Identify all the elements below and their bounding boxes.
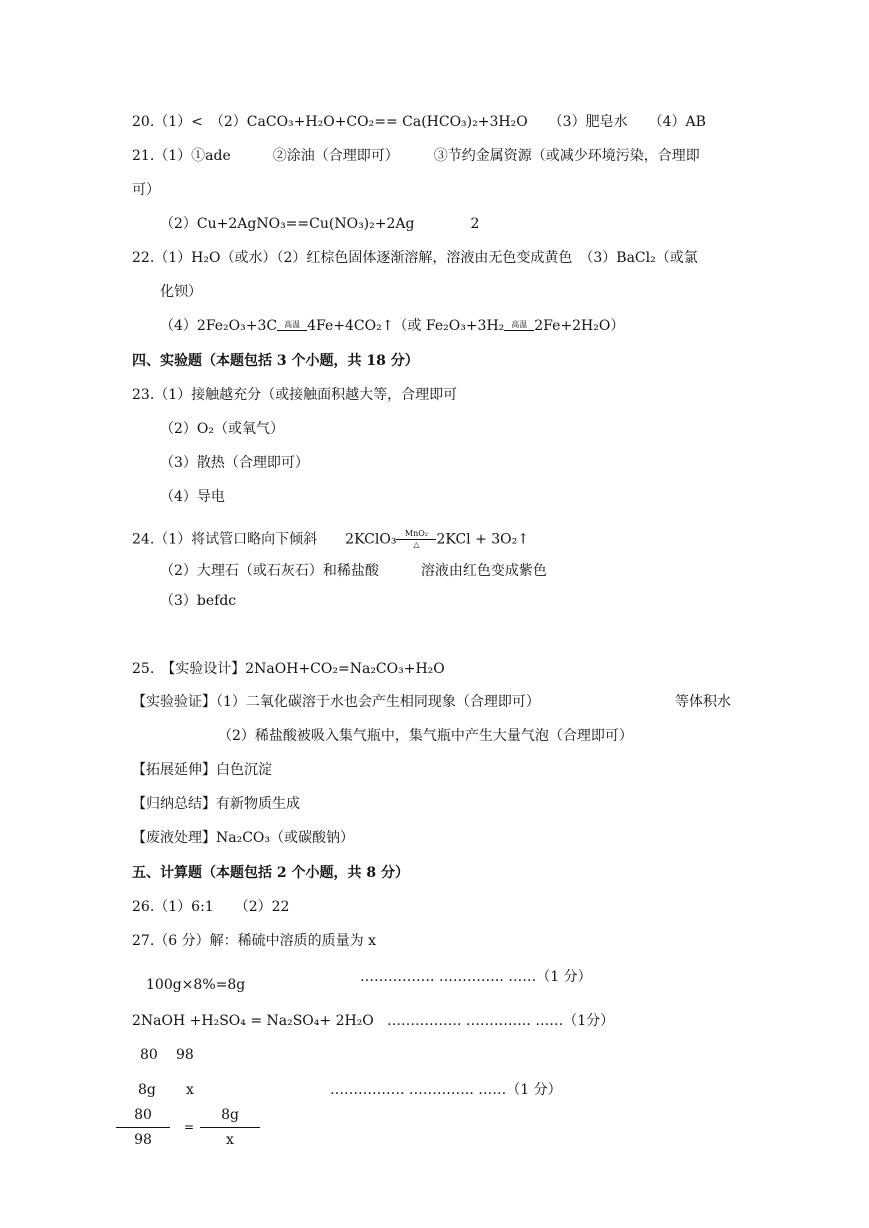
answer-21-line2: 可）: [132, 182, 160, 198]
equation-left: 24.（1）将试管口略向下倾斜 2KClO₃: [132, 531, 397, 548]
condition-label: 高温: [511, 319, 528, 329]
fraction-numerator: 8g: [221, 1107, 239, 1123]
equation-right: 2Fe+2H₂O）: [534, 318, 625, 334]
calc-mass-h2so4: 98: [176, 1047, 194, 1063]
answer-24-part3: （3）befdc: [160, 593, 237, 609]
calc-equation: 2NaOH +H₂SO₄ = Na₂SO₄+ 2H₂O: [132, 1013, 374, 1029]
answer-25-design: 25. 【实验设计】2NaOH+CO₂=Na₂CO₃+H₂O: [132, 661, 445, 677]
answer-26: 26.（1）6:1 （2）22: [132, 899, 290, 915]
answer-24-part2: （2）大理石（或石灰石）和稀盐酸 溶液由红色变成紫色: [160, 563, 547, 579]
fraction-denominator: x: [226, 1132, 234, 1148]
calc-step1-points: ……………. ………….. ……（1 分）: [360, 969, 592, 985]
answer-24-part1: [132, 530, 529, 549]
answer-25-summary: 【归纳总结】有新物质生成: [132, 796, 300, 812]
calc-equation-points: ……………. ………….. ……（1分）: [387, 1013, 615, 1029]
equation-middle: 4Fe+4CO₂↑（或 Fe₂O₃+3H₂: [307, 318, 505, 334]
condition-label: 高温: [284, 319, 301, 329]
answer-21-part2: （2）Cu+2AgNO₃==Cu(NO₃)₂+2Ag 2: [160, 216, 480, 232]
answer-22-line2: 化钡）: [160, 284, 202, 300]
answer-23-part1: 23.（1）接触越充分（或接触面积越大等，合理即可: [132, 387, 458, 403]
equals-sign: =: [184, 1120, 195, 1134]
answer-22-line1: 22.（1）H₂O（或水）（2）红棕色固体逐渐溶解，溶液由无色变成黄色 （3）BaCl₂（或氯: [132, 250, 698, 266]
answer-23-part4: （4）导电: [160, 489, 225, 505]
answer-23-part2: （2）O₂（或氧气）: [160, 421, 284, 437]
equation-left: （4）2Fe₂O₃+3C: [160, 318, 278, 334]
answer-23-part3: （3）散热（合理即可）: [160, 455, 309, 471]
calc-unknown: x: [186, 1082, 194, 1098]
answer-25-verify: 【实验验证】（1）二氧化碳溶于水也会产生相同现象（合理即可）: [132, 694, 540, 710]
condition-arrow: [277, 321, 307, 332]
tag-label: 【归纳总结】: [132, 796, 216, 812]
fraction-8g-x: [200, 1106, 260, 1150]
tag-label: 【废液处理】: [132, 830, 216, 846]
condition-label: △: [413, 540, 420, 549]
condition-arrow: [396, 530, 436, 549]
section-5-heading: 五、计算题（本题包括 2 个小题，共 8 分）: [132, 865, 409, 881]
condition-label: MnO₂: [404, 529, 428, 538]
tag-label: 【拓展延伸】: [132, 762, 216, 778]
answer-21-line1: 21.（1）①ade ②涂油（合理即可） ③节约金属资源（或减少环境污染，合理即: [132, 148, 700, 164]
fraction-denominator: 98: [134, 1132, 152, 1148]
answer-25-verify-part2: （2）稀盐酸被吸入集气瓶中，集气瓶中产生大量气泡（合理即可）: [218, 728, 633, 744]
calc-mass-naoh: 80: [140, 1047, 158, 1063]
equation-right: 2KCl + 3O₂↑: [436, 531, 529, 548]
answer-20: 20.（1）< （2）CaCO₃+H₂O+CO₂== Ca(HCO₃)₂+3H₂O （3）肥皂水 （4）AB: [132, 114, 706, 130]
fraction-numerator: 80: [134, 1107, 152, 1123]
answer-27-intro: 27.（6 分）解：稀硫中溶质的质量为 x: [132, 933, 376, 949]
answer-22-part4: [160, 317, 624, 335]
fraction-80-98: [116, 1106, 170, 1150]
answer-25-waste: 【废液处理】Na₂CO₃（或碳酸钠）: [132, 830, 355, 846]
calc-step1: 100g×8%=8g: [146, 977, 246, 993]
calc-given-mass: 8g: [138, 1082, 156, 1098]
answer-25-verify-right: 等体积水: [675, 694, 731, 710]
calc-ratio-points: ……………. ………….. ……（1 分）: [330, 1082, 562, 1098]
answer-25-extend: 【拓展延伸】白色沉淀: [132, 762, 272, 778]
condition-arrow: [504, 321, 534, 332]
tag-label: 【实验验证】: [132, 694, 216, 710]
section-4-heading: 四、实验题（本题包括 3 个小题，共 18 分）: [132, 353, 419, 369]
